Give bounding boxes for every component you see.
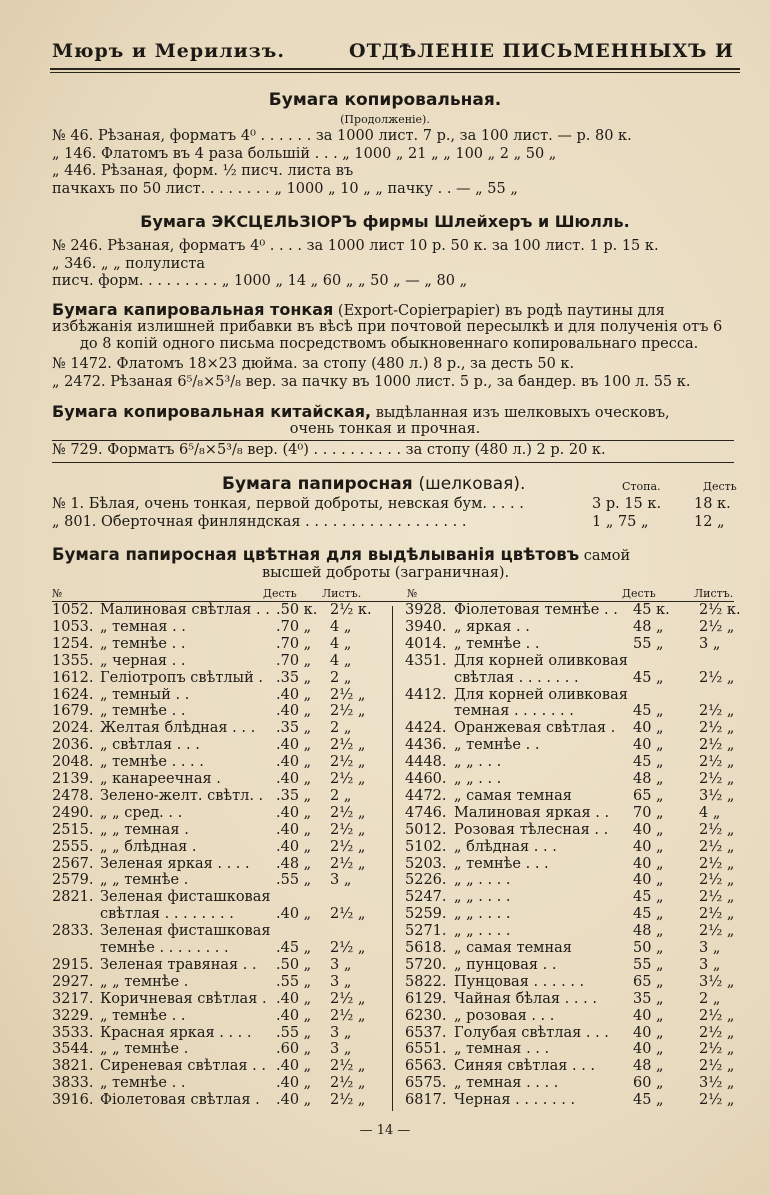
quire-price: 12 „ [694, 514, 725, 530]
item-name: Розовая тѣлесная . . [454, 821, 609, 838]
section-title-excelsior: Бумага ЭКСЦЕЛЬЗІОРЪ фирмы Шлейхеръ и Шюлль. [140, 212, 630, 231]
quire-price: 40 „ [633, 1041, 664, 1058]
item-name: Геліотропъ свѣтлый . [100, 669, 263, 686]
sheet-price: 2½ к. [330, 602, 372, 618]
item-number: 4014. [405, 635, 447, 652]
quire-price: .40 „ [276, 754, 312, 771]
item-number: 2555. [52, 838, 94, 855]
item-name: свѣтлая . . . . . . . [454, 669, 579, 686]
quire-price: .40 „ [276, 906, 312, 923]
quire-price: .40 „ [276, 703, 312, 720]
quire-price: 70 „ [633, 804, 664, 821]
item-number: 2139. [52, 771, 94, 787]
item-number: 3544. [52, 1041, 94, 1058]
item-name: „ блѣдная . . . [454, 838, 557, 855]
sheet-price: 2½ „ [699, 855, 735, 872]
quire-price: 18 к. [694, 496, 731, 512]
item-name: „ свѣтлая . . . [100, 737, 200, 754]
sheet-price: 3 „ [699, 940, 721, 956]
item-name: „ „ . . . . [454, 889, 511, 906]
quire-price: 40 „ [633, 838, 664, 855]
item-number: 2915. [52, 956, 94, 973]
sheet-price: 2½ „ [699, 838, 735, 855]
quire-price: .40 „ [276, 1058, 312, 1075]
quire-price: 45 „ [633, 754, 664, 771]
sheet-price: 3 „ [699, 956, 721, 973]
header-company: Мюръ и Мерилизъ. [52, 40, 285, 62]
sheet-price: 2½ „ [699, 1058, 735, 1075]
chinese-copying-desc: очень тонкая и прочная. [289, 421, 481, 437]
item-number: 5203. [405, 855, 447, 872]
item-name: Для корней оливковая [454, 652, 628, 669]
quire-price: 48 „ [633, 1058, 664, 1075]
quire-price: 40 „ [633, 872, 664, 889]
item-name: „ „ . . . [454, 771, 502, 787]
cigarette-paper-item: № 1. Бѣлая, очень тонкая, первой доброты, невская бум. . . . . [52, 496, 524, 512]
thin-copying-desc-1: избѣжанія излишней прибавки въ вѣсѣ при почтовой пересылкѣ и для полученія отъ 6 [52, 319, 723, 335]
sheet-price: 3 „ [330, 956, 352, 973]
quire-price: 45 „ [633, 703, 664, 720]
quire-price: 45 „ [633, 889, 664, 906]
item-number: 3533. [52, 1024, 94, 1041]
item-number: 3928. [405, 602, 447, 618]
item-number: 2515. [52, 821, 94, 838]
thin-copying-item: „ 2472. Рѣзаная 6⁵/₈×5³/₈ вер. за пачку въ 1000 лист. 5 р., за бандер. въ 100 л. 55 к. [52, 374, 691, 390]
item-name: Зеленая яркая . . . . [100, 855, 250, 872]
item-number: 5271. [405, 923, 447, 940]
item-name: Пунцовая . . . . . . [454, 973, 585, 990]
sheet-price: 2½ „ [699, 821, 735, 838]
sheet-price: 2½ „ [699, 872, 735, 889]
sheet-price: 4 „ [330, 652, 352, 669]
quire-price: .50 „ [276, 956, 312, 973]
quire-price: 45 „ [633, 669, 664, 686]
quire-price: .35 „ [276, 669, 312, 686]
item-name: Красная яркая . . . . [100, 1024, 252, 1041]
copying-paper-item: № 46. Рѣзаная, форматъ 4⁰ . . . . . . за 1000 лист. 7 р., за 100 лист. — р. 80 к. [52, 128, 632, 144]
item-number: 6129. [405, 990, 447, 1007]
item-name: „ самая темная [454, 787, 572, 804]
sheet-price: 2½ „ [699, 737, 735, 754]
item-name: „ темнѣе . . [100, 1007, 186, 1024]
header-department: ОТДѢЛЕНІЕ ПИСЬМЕННЫХЪ И [349, 40, 734, 62]
item-number: 4472. [405, 787, 447, 804]
quire-price: .48 „ [276, 855, 312, 872]
col-head-sheet-right: Листъ. [694, 587, 734, 600]
quire-price: 40 „ [633, 720, 664, 737]
quire-price: 48 „ [633, 923, 664, 940]
item-name: свѣтлая . . . . . . . . [100, 906, 234, 923]
rule-after-chinese-item [52, 462, 734, 463]
item-number: 3916. [52, 1092, 94, 1109]
item-number: 3229. [52, 1007, 94, 1024]
item-name: Фіолетовая свѣтлая . [100, 1092, 260, 1109]
sheet-price: 2½ „ [699, 1024, 735, 1041]
sheet-price: 2½ „ [330, 906, 366, 923]
item-number: 5247. [405, 889, 447, 906]
sheet-price: 2 „ [330, 720, 352, 737]
quire-price: .35 „ [276, 720, 312, 737]
col-head-no-left: № [52, 587, 63, 600]
sheet-price: 2½ „ [699, 889, 735, 906]
sheet-price: 3 „ [330, 872, 352, 889]
header-rule [50, 68, 740, 70]
item-name: Фіолетовая темнѣе . . [454, 602, 618, 618]
quire-price: .40 „ [276, 686, 312, 703]
col-head-quire: Десть [703, 480, 737, 493]
item-number: 6230. [405, 1007, 447, 1024]
item-name: „ черная . . [100, 652, 186, 669]
sheet-price: 4 „ [699, 804, 721, 821]
quire-price: 55 „ [633, 635, 664, 652]
sheet-price: 2½ „ [699, 906, 735, 923]
item-name: „ темнѣе . . . [454, 855, 549, 872]
item-name: „ „ темнѣе . [100, 973, 189, 990]
item-name: Желтая блѣдная . . . [100, 720, 256, 737]
quire-price: .40 „ [276, 1075, 312, 1092]
item-name: „ темнѣе . . [100, 635, 186, 652]
sheet-price: 2½ „ [699, 771, 735, 787]
item-number: 1612. [52, 669, 94, 686]
item-name: „ „ темная . [100, 821, 189, 838]
item-name: Зеленая фисташковая [100, 889, 271, 906]
item-number: 2036. [52, 737, 94, 754]
item-number: 6551. [405, 1041, 447, 1058]
section-continuation-note: (Продолженіе). [340, 113, 430, 126]
item-number: 5102. [405, 838, 447, 855]
item-name: „ „ . . . [454, 754, 502, 771]
colored-cigarette-desc: высшей доброты (заграничная). [262, 565, 510, 581]
section-title-colored-cigarette: Бумага папиросная цвѣтная для выдѣлыванія цвѣтовъ самой [52, 545, 631, 564]
quire-price: .50 к. [276, 602, 318, 618]
sheet-price: 3½ „ [699, 1075, 735, 1092]
item-name: Для корней оливковая [454, 686, 628, 703]
thin-copying-item: № 1472. Флатомъ 18×23 дюйма. за стопу (480 л.) 8 р., за десть 50 к. [52, 356, 575, 372]
sheet-price: 4 „ [330, 618, 352, 635]
quire-price: .40 „ [276, 838, 312, 855]
item-number: 1624. [52, 686, 94, 703]
item-number: 1355. [52, 652, 94, 669]
quire-price: 35 „ [633, 990, 664, 1007]
sheet-price: 2½ „ [699, 754, 735, 771]
quire-price: .45 „ [276, 940, 312, 956]
col-head-sheet-left: Листъ. [322, 587, 362, 600]
item-number: 5618. [405, 940, 447, 956]
excelsior-item: № 246. Рѣзаная, форматъ 4⁰ . . . . за 1000 лист 10 р. 50 к. за 100 лист. 1 р. 15 к. [52, 238, 659, 254]
thin-copying-desc-2: до 8 копій одного письма посредствомъ обыкновеннаго копировальнаго пресса. [80, 336, 699, 352]
section-title-thin-copying: Бумага капировальная тонкая (Export-Copierpapier) въ родѣ паутины для [52, 300, 665, 319]
quire-price: .55 „ [276, 1024, 312, 1041]
item-number: 2490. [52, 804, 94, 821]
quire-price: 40 „ [633, 821, 664, 838]
item-number: 6563. [405, 1058, 447, 1075]
item-name: „ темный . . [100, 686, 190, 703]
item-name: „ пунцовая . . [454, 956, 557, 973]
item-number: 3940. [405, 618, 447, 635]
sheet-price: 4 „ [330, 635, 352, 652]
item-name: „ „ сред. . . [100, 804, 183, 821]
quire-price: .55 „ [276, 973, 312, 990]
quire-price: .40 „ [276, 990, 312, 1007]
quire-price: .40 „ [276, 804, 312, 821]
item-name: „ темнѣе . . . . [100, 754, 204, 771]
chinese-copying-item: № 729. Форматъ 6⁵/₈×5³/₈ вер. (4⁰) . . . . . . . . . . за стопу (480 л.) 2 р. 20 к. [52, 442, 606, 458]
sheet-price: 2½ „ [330, 1058, 366, 1075]
item-name: „ „ . . . . [454, 906, 511, 923]
item-name: „ „ темнѣе . [100, 1041, 189, 1058]
column-separator [392, 606, 393, 1111]
quire-price: .40 „ [276, 771, 312, 787]
item-number: 3833. [52, 1075, 94, 1092]
sheet-price: 2½ „ [330, 990, 366, 1007]
item-name: Зеленая фисташковая [100, 923, 271, 940]
item-number: 3821. [52, 1058, 94, 1075]
quire-price: 48 „ [633, 618, 664, 635]
quire-price: 45 „ [633, 1092, 664, 1109]
item-name: „ темная . . . . [454, 1075, 559, 1092]
sheet-price: 3½ „ [699, 973, 735, 990]
quire-price: 40 „ [633, 737, 664, 754]
item-number: 4448. [405, 754, 447, 771]
item-name: Зелено-желт. свѣтл. . [100, 787, 264, 804]
item-number: 4351. [405, 652, 447, 669]
quire-price: .70 „ [276, 652, 312, 669]
copying-paper-item: „ 446. Рѣзаная, форм. ½ писч. листа въ [52, 163, 354, 179]
copying-paper-item: „ 146. Флатомъ въ 4 раза большій . . . „ 1000 „ 21 „ „ 100 „ 2 „ 50 „ [52, 145, 557, 162]
sheet-price: 2 „ [330, 669, 352, 686]
item-number: 6575. [405, 1075, 447, 1092]
item-name: темнѣе . . . . . . . . [100, 940, 229, 956]
section-title-copying-paper: Бумага копировальная. [268, 90, 502, 110]
item-number: 2048. [52, 754, 94, 771]
item-number: 2024. [52, 720, 94, 737]
col-head-quire-left: Десть [263, 587, 297, 600]
item-number: 6537. [405, 1024, 447, 1041]
sheet-price: 2 „ [699, 990, 721, 1007]
section-title-chinese-copying: Бумага копировальная китайская, выдѣланная изъ шелковыхъ оческовъ, [52, 402, 670, 421]
sheet-price: 2½ „ [699, 669, 735, 686]
quire-price: .55 „ [276, 872, 312, 889]
item-number: 4746. [405, 804, 447, 821]
item-number: 1052. [52, 602, 94, 618]
sheet-price: 2½ к. [699, 602, 741, 618]
sheet-price: 2½ „ [699, 1041, 735, 1058]
sheet-price: 2½ „ [330, 838, 366, 855]
item-name: Голубая свѣтлая . . . [454, 1024, 609, 1041]
sheet-price: 2½ „ [699, 1007, 735, 1024]
quire-price: 45 „ [633, 906, 664, 923]
cigarette-paper-item: „ 801. Оберточная финляндская . . . . . . . . . . . . . . . . . . [52, 514, 467, 530]
sheet-price: 2½ „ [330, 855, 366, 872]
col-head-no-right: № [407, 587, 418, 600]
item-number: 5226. [405, 872, 447, 889]
sheet-price: 2½ „ [699, 720, 735, 737]
rule-before-chinese-item [52, 440, 734, 441]
item-name: Малиновая свѣтлая . . [100, 602, 270, 618]
item-name: „ розовая . . . [454, 1007, 555, 1024]
excelsior-item: писч. форм. . . . . . . . . „ 1000 „ 14 „ 60 „ „ 50 „ — „ 80 „ [52, 273, 468, 289]
quire-price: 60 „ [633, 1075, 664, 1092]
quire-price: .60 „ [276, 1041, 312, 1058]
item-name: Зеленая травяная . . [100, 956, 257, 973]
item-number: 2579. [52, 872, 94, 889]
item-number: 1053. [52, 618, 94, 635]
item-number: 2821. [52, 889, 94, 906]
item-name: „ самая темная [454, 940, 572, 956]
quire-price: .40 „ [276, 821, 312, 838]
item-number: 3217. [52, 990, 94, 1007]
sheet-price: 3 „ [699, 635, 721, 652]
item-name: „ темная . . . [454, 1041, 550, 1058]
page-number: — 14 — [359, 1123, 411, 1138]
item-name: Черная . . . . . . . [454, 1092, 576, 1109]
item-name: „ темнѣе . . [454, 635, 540, 652]
item-name: „ темная . . [100, 618, 186, 635]
sheet-price: 2½ „ [699, 923, 735, 940]
sheet-price: 2½ „ [330, 686, 366, 703]
item-name: „ „ блѣдная . [100, 838, 197, 855]
sheet-price: 2½ „ [699, 618, 735, 635]
sheet-price: 2½ „ [330, 1007, 366, 1024]
item-name: Малиновая яркая . . [454, 804, 610, 821]
item-number: 4460. [405, 771, 447, 787]
sheet-price: 2½ „ [330, 754, 366, 771]
ream-price: 3 р. 15 к. [592, 496, 662, 512]
item-number: 4424. [405, 720, 447, 737]
col-head-quire-right: Десть [622, 587, 656, 600]
sheet-price: 2½ „ [699, 703, 735, 720]
item-number: 6817. [405, 1092, 447, 1109]
sheet-price: 2½ „ [330, 771, 366, 787]
sheet-price: 2½ „ [330, 804, 366, 821]
sheet-price: 2½ „ [330, 1075, 366, 1092]
quire-price: 65 „ [633, 973, 664, 990]
item-number: 2567. [52, 855, 94, 872]
item-name: „ канареечная . [100, 771, 221, 787]
item-name: „ „ . . . . [454, 872, 511, 889]
item-name: темная . . . . . . . [454, 703, 574, 720]
item-number: 5720. [405, 956, 447, 973]
col-head-ream: Стопа. [622, 480, 661, 493]
quire-price: 40 „ [633, 855, 664, 872]
quire-price: .70 „ [276, 618, 312, 635]
item-number: 5259. [405, 906, 447, 923]
quire-price: .35 „ [276, 787, 312, 804]
section-title-cigarette-paper: Бумага папиросная (шелковая). [222, 474, 526, 494]
item-number: 2478. [52, 787, 94, 804]
quire-price: .70 „ [276, 635, 312, 652]
quire-price: .40 „ [276, 1092, 312, 1109]
item-number: 4436. [405, 737, 447, 754]
sheet-price: 3 „ [330, 1024, 352, 1041]
sheet-price: 2½ „ [330, 1092, 366, 1109]
quire-price: 40 „ [633, 1024, 664, 1041]
item-name: „ темнѣе . . [100, 1075, 186, 1092]
page-header [52, 40, 734, 68]
header-rule-thin [50, 72, 740, 73]
sheet-price: 2½ „ [330, 821, 366, 838]
item-name: „ темнѣе . . [100, 703, 186, 720]
quire-price: 40 „ [633, 1007, 664, 1024]
ream-price: 1 „ 75 „ [592, 514, 649, 530]
item-number: 1679. [52, 703, 94, 720]
quire-price: 50 „ [633, 940, 664, 956]
item-name: „ яркая . . [454, 618, 530, 635]
excelsior-item: „ 346. „ „ полулиста [52, 255, 206, 272]
item-name: Коричневая свѣтлая . [100, 990, 267, 1007]
sheet-price: 2 „ [330, 787, 352, 804]
quire-price: .40 „ [276, 1007, 312, 1024]
quire-price: 48 „ [633, 771, 664, 787]
sheet-price: 3 „ [330, 973, 352, 990]
item-name: Синяя свѣтлая . . . [454, 1058, 596, 1075]
item-name: „ темнѣе . . [454, 737, 540, 754]
item-name: Оранжевая свѣтлая . [454, 720, 616, 737]
item-number: 5012. [405, 821, 447, 838]
quire-price: 65 „ [633, 787, 664, 804]
sheet-price: 3 „ [330, 1041, 352, 1058]
sheet-price: 2½ „ [330, 737, 366, 754]
copying-paper-item: пачкахъ по 50 лист. . . . . . . . „ 1000 „ 10 „ „ пачку . . — „ 55 „ [52, 180, 518, 197]
item-name: „ „ темнѣе . [100, 872, 189, 889]
item-name: Сиреневая свѣтлая . . [100, 1058, 266, 1075]
item-number: 2833. [52, 923, 94, 940]
quire-price: 45 к. [633, 602, 670, 618]
item-number: 5822. [405, 973, 447, 990]
sheet-price: 2½ „ [699, 1092, 735, 1109]
item-number: 1254. [52, 635, 94, 652]
sheet-price: 2½ „ [330, 703, 366, 720]
sheet-price: 2½ „ [330, 940, 366, 956]
quire-price: 55 „ [633, 956, 664, 973]
sheet-price: 3½ „ [699, 787, 735, 804]
item-name: „ „ . . . . [454, 923, 511, 940]
item-number: 2927. [52, 973, 94, 990]
quire-price: .40 „ [276, 737, 312, 754]
item-name: Чайная бѣлая . . . . [454, 990, 597, 1007]
item-number: 4412. [405, 686, 447, 703]
